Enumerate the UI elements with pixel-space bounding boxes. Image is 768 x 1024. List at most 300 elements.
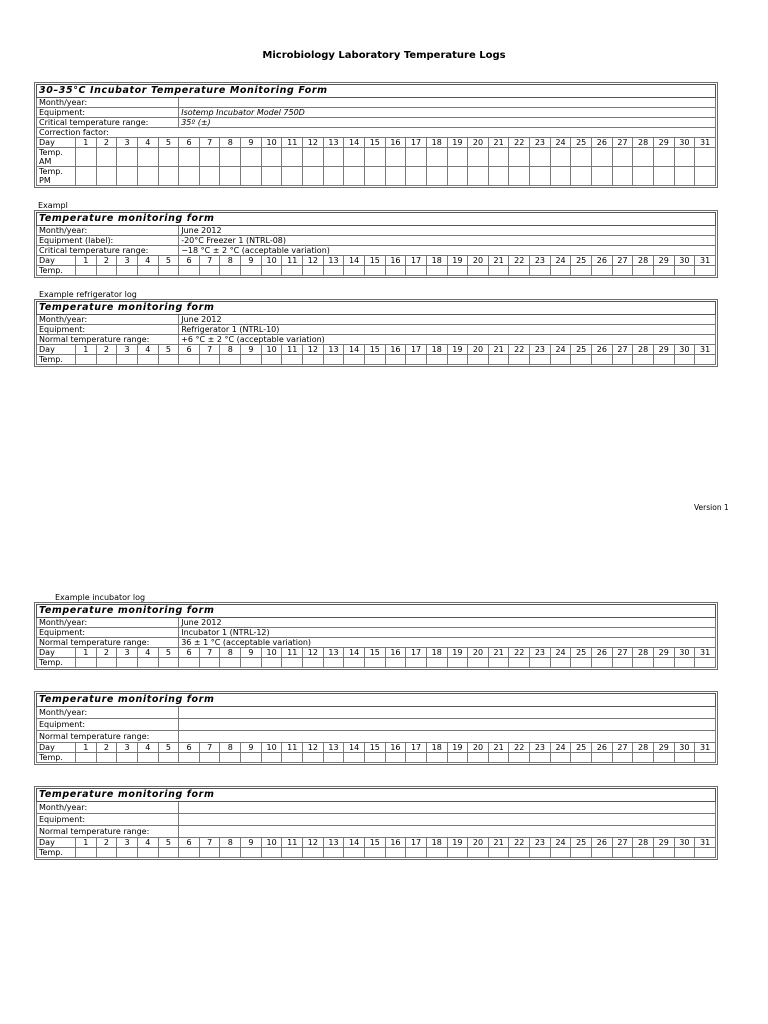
temp-pm-cell[interactable] <box>571 167 592 186</box>
temp-cell[interactable] <box>323 753 344 763</box>
day-number: 4 <box>137 256 158 266</box>
day-number: 13 <box>323 838 344 848</box>
temp-cell[interactable] <box>695 658 716 668</box>
temp-cell[interactable] <box>137 658 158 668</box>
temp-cell[interactable] <box>468 355 489 365</box>
temp-am-cell[interactable] <box>323 148 344 167</box>
equipment-label: Equipment: <box>37 628 179 638</box>
temp-cell[interactable] <box>241 848 262 858</box>
day-number: 19 <box>447 345 468 355</box>
temp-am-cell[interactable] <box>612 148 633 167</box>
temp-row <box>37 658 716 668</box>
temp-cell[interactable] <box>653 355 674 365</box>
temp-pm-cell[interactable] <box>220 167 241 186</box>
day-number: 21 <box>488 648 509 658</box>
temp-cell[interactable] <box>488 753 509 763</box>
temp-cell[interactable] <box>76 266 97 276</box>
temp-cell[interactable] <box>653 848 674 858</box>
temp-am-cell[interactable] <box>220 148 241 167</box>
temp-am-cell[interactable] <box>241 148 262 167</box>
temp-pm-cell[interactable] <box>76 167 97 186</box>
temp-cell[interactable] <box>364 753 385 763</box>
temp-cell[interactable] <box>468 753 489 763</box>
day-number: 10 <box>261 345 282 355</box>
temp-cell[interactable] <box>592 266 613 276</box>
temp-cell[interactable] <box>488 355 509 365</box>
temp-cell[interactable] <box>158 848 179 858</box>
temp-pm-cell[interactable] <box>282 167 303 186</box>
temp-cell[interactable] <box>261 848 282 858</box>
day-number: 31 <box>695 256 716 266</box>
day-number: 23 <box>530 838 551 848</box>
temp-cell[interactable] <box>199 753 220 763</box>
day-number: 25 <box>571 256 592 266</box>
temp-cell[interactable] <box>571 658 592 668</box>
temp-am-cell[interactable] <box>117 148 138 167</box>
temp-cell[interactable] <box>303 266 324 276</box>
day-number: 8 <box>220 648 241 658</box>
day-label: Day <box>37 256 76 266</box>
temp-cell[interactable] <box>303 355 324 365</box>
temp-cell[interactable] <box>447 753 468 763</box>
temp-cell[interactable] <box>282 266 303 276</box>
day-number: 23 <box>530 138 551 148</box>
temp-cell[interactable] <box>323 266 344 276</box>
day-number: 7 <box>199 648 220 658</box>
temp-am-cell[interactable] <box>653 148 674 167</box>
temp-cell[interactable] <box>199 355 220 365</box>
temp-am-cell[interactable] <box>179 148 200 167</box>
day-number: 14 <box>344 743 365 753</box>
temp-cell[interactable] <box>76 753 97 763</box>
temp-pm-cell[interactable] <box>137 167 158 186</box>
temp-cell[interactable] <box>241 658 262 668</box>
temp-row <box>37 266 716 276</box>
day-number: 26 <box>592 256 613 266</box>
temp-pm-cell[interactable] <box>117 167 138 186</box>
temp-cell[interactable] <box>509 266 530 276</box>
day-number: 23 <box>530 648 551 658</box>
temp-cell[interactable] <box>571 266 592 276</box>
temp-cell[interactable] <box>364 848 385 858</box>
day-number: 4 <box>137 743 158 753</box>
temp-cell[interactable] <box>344 753 365 763</box>
temp-am-cell[interactable] <box>199 148 220 167</box>
temp-cell[interactable] <box>96 753 117 763</box>
temp-cell[interactable] <box>179 266 200 276</box>
temp-cell[interactable] <box>282 658 303 668</box>
day-number: 27 <box>612 743 633 753</box>
temp-pm-cell[interactable] <box>406 167 427 186</box>
day-number: 16 <box>385 345 406 355</box>
day-number: 8 <box>220 256 241 266</box>
day-number: 18 <box>426 256 447 266</box>
temp-am-cell[interactable] <box>695 148 716 167</box>
temp-cell[interactable] <box>674 848 695 858</box>
day-number: 20 <box>468 345 489 355</box>
form-title-row <box>37 85 716 98</box>
day-number: 9 <box>241 743 262 753</box>
temp-cell[interactable] <box>323 355 344 365</box>
temp-cell[interactable] <box>261 266 282 276</box>
temp-cell[interactable] <box>509 355 530 365</box>
temp-pm-cell[interactable] <box>488 167 509 186</box>
temp-pm-cell[interactable] <box>96 167 117 186</box>
temp-cell[interactable] <box>406 848 427 858</box>
temp-cell[interactable] <box>364 266 385 276</box>
day-number: 10 <box>261 743 282 753</box>
temp-cell[interactable] <box>695 355 716 365</box>
temp-cell[interactable] <box>385 658 406 668</box>
day-number: 12 <box>303 648 324 658</box>
temp-cell[interactable] <box>199 266 220 276</box>
temp-cell[interactable] <box>179 753 200 763</box>
day-number: 7 <box>199 838 220 848</box>
temp-cell[interactable] <box>653 658 674 668</box>
temp-pm-cell[interactable] <box>303 167 324 186</box>
day-number: 20 <box>468 838 489 848</box>
temp-am-cell[interactable] <box>447 148 468 167</box>
temp-cell[interactable] <box>385 848 406 858</box>
temp-pm-cell[interactable] <box>323 167 344 186</box>
temp-cell[interactable] <box>612 355 633 365</box>
temp-cell[interactable] <box>96 658 117 668</box>
temp-cell[interactable] <box>653 753 674 763</box>
temp-cell[interactable] <box>117 355 138 365</box>
temp-am-cell[interactable] <box>571 148 592 167</box>
temp-cell[interactable] <box>674 266 695 276</box>
day-number: 28 <box>633 256 654 266</box>
temp-cell[interactable] <box>323 658 344 668</box>
equipment-label: Equipment: <box>37 719 179 731</box>
temp-am-cell[interactable] <box>96 148 117 167</box>
temp-am-cell[interactable] <box>303 148 324 167</box>
temp-cell[interactable] <box>592 753 613 763</box>
temp-cell[interactable] <box>117 848 138 858</box>
temp-cell[interactable] <box>406 658 427 668</box>
temp-cell[interactable] <box>509 753 530 763</box>
temp-cell[interactable] <box>364 658 385 668</box>
temp-am-cell[interactable] <box>488 148 509 167</box>
temp-cell[interactable] <box>282 355 303 365</box>
temp-pm-cell[interactable] <box>653 167 674 186</box>
temp-cell[interactable] <box>158 266 179 276</box>
day-number: 29 <box>653 838 674 848</box>
temp-cell[interactable] <box>695 266 716 276</box>
temp-cell[interactable] <box>674 753 695 763</box>
temp-cell[interactable] <box>303 658 324 668</box>
day-number: 3 <box>117 138 138 148</box>
day-number: 22 <box>509 138 530 148</box>
temp-cell[interactable] <box>303 753 324 763</box>
temp-cell[interactable] <box>426 658 447 668</box>
temp-pm-cell[interactable] <box>241 167 262 186</box>
temp-cell[interactable] <box>303 848 324 858</box>
temp-cell[interactable] <box>653 266 674 276</box>
temp-cell[interactable] <box>530 355 551 365</box>
day-number: 31 <box>695 838 716 848</box>
day-number: 25 <box>571 138 592 148</box>
temp-cell[interactable] <box>406 355 427 365</box>
temp-pm-cell[interactable] <box>344 167 365 186</box>
temp-cell[interactable] <box>364 355 385 365</box>
temp-cell[interactable] <box>137 266 158 276</box>
temp-cell[interactable] <box>385 266 406 276</box>
temp-am-cell[interactable] <box>364 148 385 167</box>
temp-am-cell[interactable] <box>261 148 282 167</box>
temp-pm-cell[interactable] <box>364 167 385 186</box>
temp-cell[interactable] <box>76 355 97 365</box>
temp-cell[interactable] <box>509 658 530 668</box>
temp-pm-cell[interactable] <box>447 167 468 186</box>
temp-cell[interactable] <box>447 848 468 858</box>
temp-cell[interactable] <box>117 658 138 668</box>
temp-am-cell[interactable] <box>592 148 613 167</box>
temp-cell[interactable] <box>674 355 695 365</box>
temp-cell[interactable] <box>550 355 571 365</box>
caption-example-incubator: Example incubator log <box>55 593 146 602</box>
month-year-label: Month/year: <box>37 98 179 108</box>
caption-example-freezer: Exampl <box>38 201 68 210</box>
temp-cell[interactable] <box>158 753 179 763</box>
temp-pm-cell[interactable] <box>468 167 489 186</box>
temp-am-cell[interactable] <box>158 148 179 167</box>
temp-am-cell[interactable] <box>550 148 571 167</box>
temp-pm-cell[interactable] <box>179 167 200 186</box>
temp-cell[interactable] <box>220 355 241 365</box>
temp-cell[interactable] <box>468 848 489 858</box>
temp-cell[interactable] <box>158 355 179 365</box>
temp-cell[interactable] <box>261 658 282 668</box>
day-number: 11 <box>282 345 303 355</box>
day-number: 1 <box>76 345 97 355</box>
temp-cell[interactable] <box>96 848 117 858</box>
day-number: 14 <box>344 838 365 848</box>
incubator-temperature-form <box>34 82 718 188</box>
temp-cell[interactable] <box>117 266 138 276</box>
temp-cell[interactable] <box>96 266 117 276</box>
day-number: 27 <box>612 345 633 355</box>
temp-cell[interactable] <box>530 848 551 858</box>
temp-cell[interactable] <box>344 658 365 668</box>
temp-pm-cell[interactable] <box>530 167 551 186</box>
temp-am-cell[interactable] <box>137 148 158 167</box>
temp-cell[interactable] <box>530 658 551 668</box>
temp-cell[interactable] <box>426 848 447 858</box>
temp-am-cell[interactable] <box>426 148 447 167</box>
temp-cell[interactable] <box>179 355 200 365</box>
temp-pm-cell[interactable] <box>509 167 530 186</box>
temp-cell[interactable] <box>385 355 406 365</box>
temp-cell[interactable] <box>592 658 613 668</box>
incubator-example-form <box>34 602 718 670</box>
temp-cell[interactable] <box>282 848 303 858</box>
equipment-value: -20°C Freezer 1 (NTRL-08) <box>179 236 716 246</box>
temp-cell[interactable] <box>406 266 427 276</box>
equipment-label: Equipment: <box>37 108 179 118</box>
day-number: 5 <box>158 345 179 355</box>
temp-cell[interactable] <box>426 266 447 276</box>
temp-cell[interactable] <box>447 658 468 668</box>
temp-cell[interactable] <box>633 753 654 763</box>
temp-am-cell[interactable] <box>76 148 97 167</box>
temp-cell[interactable] <box>261 753 282 763</box>
temp-cell[interactable] <box>220 658 241 668</box>
temp-cell[interactable] <box>550 658 571 668</box>
temp-cell[interactable] <box>550 753 571 763</box>
temp-cell[interactable] <box>509 848 530 858</box>
temp-pm-cell[interactable] <box>674 167 695 186</box>
temp-label: Temp. <box>37 355 76 365</box>
temp-am-cell[interactable] <box>344 148 365 167</box>
correction-label: Correction factor: <box>37 128 716 138</box>
temp-am-cell[interactable] <box>633 148 654 167</box>
temp-am-cell[interactable] <box>674 148 695 167</box>
temp-cell[interactable] <box>96 355 117 365</box>
temp-pm-cell[interactable] <box>199 167 220 186</box>
temp-cell[interactable] <box>199 848 220 858</box>
day-number: 15 <box>364 138 385 148</box>
day-number: 11 <box>282 138 303 148</box>
day-number: 21 <box>488 743 509 753</box>
day-number: 17 <box>406 345 427 355</box>
temp-cell[interactable] <box>179 848 200 858</box>
temp-cell[interactable] <box>612 848 633 858</box>
blank-temperature-form-2 <box>34 786 718 860</box>
temp-pm-label: Temp. PM <box>37 167 76 186</box>
temp-cell[interactable] <box>137 848 158 858</box>
temp-cell[interactable] <box>323 848 344 858</box>
temp-cell[interactable] <box>137 753 158 763</box>
blank-temperature-form-1 <box>34 691 718 765</box>
temp-cell[interactable] <box>220 753 241 763</box>
temp-cell[interactable] <box>426 355 447 365</box>
temp-am-cell[interactable] <box>406 148 427 167</box>
temp-cell[interactable] <box>447 355 468 365</box>
temp-pm-cell[interactable] <box>385 167 406 186</box>
temp-cell[interactable] <box>261 355 282 365</box>
day-number: 23 <box>530 743 551 753</box>
temp-cell[interactable] <box>158 658 179 668</box>
temp-cell[interactable] <box>488 658 509 668</box>
temp-cell[interactable] <box>385 753 406 763</box>
temp-cell[interactable] <box>241 266 262 276</box>
day-number: 9 <box>241 138 262 148</box>
temp-cell[interactable] <box>488 848 509 858</box>
day-number: 6 <box>179 138 200 148</box>
temp-cell[interactable] <box>76 658 97 668</box>
day-number: 17 <box>406 838 427 848</box>
temp-cell[interactable] <box>282 753 303 763</box>
temp-cell[interactable] <box>633 355 654 365</box>
temp-cell[interactable] <box>530 753 551 763</box>
day-label: Day <box>37 743 76 753</box>
temp-cell[interactable] <box>344 848 365 858</box>
temp-cell[interactable] <box>571 848 592 858</box>
temp-pm-cell[interactable] <box>592 167 613 186</box>
temp-cell[interactable] <box>550 848 571 858</box>
day-number: 4 <box>137 345 158 355</box>
day-number: 31 <box>695 743 716 753</box>
day-label: Day <box>37 345 76 355</box>
temp-am-cell[interactable] <box>509 148 530 167</box>
temp-cell[interactable] <box>179 658 200 668</box>
temp-cell[interactable] <box>612 753 633 763</box>
day-number: 28 <box>633 345 654 355</box>
temp-cell[interactable] <box>633 848 654 858</box>
temp-cell[interactable] <box>695 848 716 858</box>
temp-am-cell[interactable] <box>282 148 303 167</box>
month-year-row <box>37 618 716 628</box>
day-number: 9 <box>241 648 262 658</box>
day-number: 13 <box>323 256 344 266</box>
temp-pm-cell[interactable] <box>612 167 633 186</box>
day-row <box>37 838 716 848</box>
temp-cell[interactable] <box>633 658 654 668</box>
temp-cell[interactable] <box>488 266 509 276</box>
day-number: 22 <box>509 648 530 658</box>
day-number: 21 <box>488 138 509 148</box>
day-number: 3 <box>117 345 138 355</box>
temp-cell[interactable] <box>137 355 158 365</box>
temp-cell[interactable] <box>117 753 138 763</box>
temp-cell[interactable] <box>674 658 695 668</box>
day-number: 27 <box>612 256 633 266</box>
temp-cell[interactable] <box>344 355 365 365</box>
temp-cell[interactable] <box>199 658 220 668</box>
temp-cell[interactable] <box>633 266 654 276</box>
temp-pm-cell[interactable] <box>426 167 447 186</box>
temp-cell[interactable] <box>241 355 262 365</box>
temp-pm-cell[interactable] <box>695 167 716 186</box>
temp-am-cell[interactable] <box>468 148 489 167</box>
temp-pm-cell[interactable] <box>261 167 282 186</box>
day-number: 22 <box>509 256 530 266</box>
temp-cell[interactable] <box>220 848 241 858</box>
temp-cell[interactable] <box>530 266 551 276</box>
temp-cell[interactable] <box>571 753 592 763</box>
temp-cell[interactable] <box>592 848 613 858</box>
critical-range-row <box>37 118 716 128</box>
temp-cell[interactable] <box>695 753 716 763</box>
temp-cell[interactable] <box>468 658 489 668</box>
temp-cell[interactable] <box>344 266 365 276</box>
temp-cell[interactable] <box>406 753 427 763</box>
temp-cell[interactable] <box>468 266 489 276</box>
temp-cell[interactable] <box>241 753 262 763</box>
temp-cell[interactable] <box>426 753 447 763</box>
temp-cell[interactable] <box>592 355 613 365</box>
day-number: 23 <box>530 345 551 355</box>
day-number: 25 <box>571 345 592 355</box>
temp-cell[interactable] <box>76 848 97 858</box>
form-title-row <box>37 605 716 618</box>
temp-cell[interactable] <box>220 266 241 276</box>
temp-am-cell[interactable] <box>385 148 406 167</box>
temp-pm-cell[interactable] <box>633 167 654 186</box>
temp-cell[interactable] <box>571 355 592 365</box>
day-number: 30 <box>674 648 695 658</box>
temp-pm-cell[interactable] <box>550 167 571 186</box>
temp-cell[interactable] <box>612 266 633 276</box>
temp-cell[interactable] <box>550 266 571 276</box>
temp-cell[interactable] <box>612 658 633 668</box>
temp-pm-cell[interactable] <box>158 167 179 186</box>
temp-am-cell[interactable] <box>530 148 551 167</box>
day-number: 22 <box>509 345 530 355</box>
temp-cell[interactable] <box>447 266 468 276</box>
day-number: 27 <box>612 838 633 848</box>
